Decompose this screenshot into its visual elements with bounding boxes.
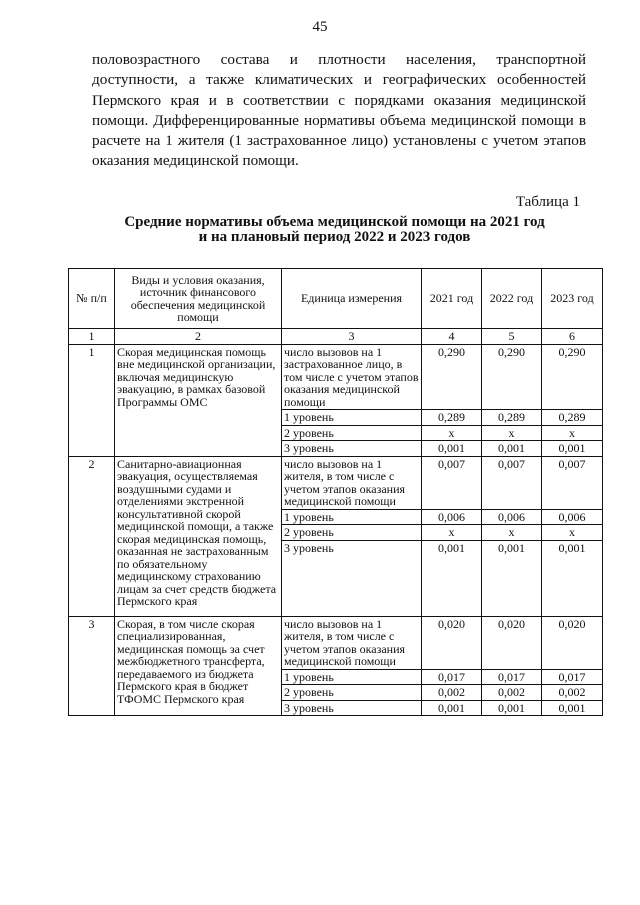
care-type-cell: Скорая медицинская помощь вне медицинской организации, включая медицинскую эвакуацию, в рамках базовой Программы ОМС: [115, 344, 282, 456]
header-row: [69, 269, 603, 329]
column-number-cell: 5: [482, 329, 542, 345]
unit-cell: 3 уровень: [282, 700, 422, 716]
value-2021-cell: 0,002: [422, 685, 482, 701]
value-2023-cell: 0,290: [542, 344, 603, 410]
value-2022-cell: 0,020: [482, 616, 542, 669]
unit-cell: число вызовов на 1 жителя, в том числе с учетом этапов оказания медицинской помощи: [282, 456, 422, 509]
table-label: Таблица 1: [515, 194, 580, 210]
header-cell: 2022 год: [482, 269, 542, 329]
table-row: [69, 344, 603, 410]
table-title-line-1: Средние нормативы объема медицинской помощи на 2021 год: [124, 214, 545, 230]
value-2021-cell: 0,290: [422, 344, 482, 410]
unit-cell: 3 уровень: [282, 441, 422, 457]
value-2022-cell: 0,001: [482, 540, 542, 616]
header-cell: 2023 год: [542, 269, 603, 329]
intro-paragraph: половозрастного состава и плотности населения, транспортной доступности, а также климатических и географических особенностей Пермского края и в соответствии с порядками оказания медицинской помощи. Дифференцированные нормативы объема медицинской помощи в расчете на 1 жителя (1 застрахованное лицо) установлены с учетом этапов оказания медицинской помощи.: [92, 51, 586, 170]
column-number-cell: 6: [542, 329, 603, 345]
value-2022-cell: 0,289: [482, 410, 542, 426]
row-number-cell: 1: [69, 344, 115, 456]
header-cell: Виды и условия оказания, источник финансового обеспечения медицинской помощи: [115, 269, 282, 329]
header-cell: Единица измерения: [282, 269, 422, 329]
page-number: 45: [312, 19, 328, 35]
value-2022-cell: 0,002: [482, 685, 542, 701]
value-2022-cell: 0,006: [482, 509, 542, 525]
unit-cell: 1 уровень: [282, 509, 422, 525]
column-number-cell: 1: [69, 329, 115, 345]
table-row: [69, 456, 603, 509]
value-2022-cell: 0,017: [482, 669, 542, 685]
value-2021-cell: 0,001: [422, 540, 482, 616]
value-2023-cell: 0,017: [542, 669, 603, 685]
value-2023-cell: х: [542, 525, 603, 541]
column-number-cell: 2: [115, 329, 282, 345]
value-2021-cell: 0,017: [422, 669, 482, 685]
header-cell: № п/п: [69, 269, 115, 329]
value-2023-cell: 0,289: [542, 410, 603, 426]
value-2021-cell: 0,020: [422, 616, 482, 669]
unit-cell: 3 уровень: [282, 540, 422, 616]
value-2022-cell: 0,007: [482, 456, 542, 509]
care-type-cell: Скорая, в том числе скорая специализированная, медицинская помощь за счет межбюджетного трансферта, передаваемого из бюджета Пермского края в бюджет ТФОМС Пермского края: [115, 616, 282, 716]
row-number-cell: 2: [69, 456, 115, 616]
column-number-cell: 4: [422, 329, 482, 345]
table-title: [60, 215, 609, 245]
unit-cell: 2 уровень: [282, 525, 422, 541]
care-type-cell: Санитарно-авиационная эвакуация, осуществляемая воздушными судами и отделениями экстренной консультативной скорой медицинской помощи, а также скорая медицинская помощь, оказанная не застрахованным по обязательному медицинскому страхованию лицам за счет средств бюджета Пермского края: [115, 456, 282, 616]
value-2022-cell: 0,001: [482, 441, 542, 457]
value-2021-cell: 0,289: [422, 410, 482, 426]
value-2021-cell: х: [422, 425, 482, 441]
value-2022-cell: 0,290: [482, 344, 542, 410]
unit-cell: 1 уровень: [282, 669, 422, 685]
value-2023-cell: 0,001: [542, 700, 603, 716]
value-2022-cell: 0,001: [482, 700, 542, 716]
value-2023-cell: 0,001: [542, 441, 603, 457]
value-2021-cell: 0,007: [422, 456, 482, 509]
value-2023-cell: 0,001: [542, 540, 603, 616]
value-2021-cell: 0,001: [422, 441, 482, 457]
unit-cell: 1 уровень: [282, 410, 422, 426]
value-2022-cell: х: [482, 525, 542, 541]
value-2021-cell: 0,001: [422, 700, 482, 716]
norms-table: [68, 268, 603, 716]
value-2023-cell: 0,002: [542, 685, 603, 701]
value-2023-cell: 0,020: [542, 616, 603, 669]
value-2021-cell: х: [422, 525, 482, 541]
value-2023-cell: х: [542, 425, 603, 441]
column-number-row: [69, 329, 603, 345]
table-row: [69, 616, 603, 669]
row-number-cell: 3: [69, 616, 115, 716]
value-2023-cell: 0,006: [542, 509, 603, 525]
unit-cell: 2 уровень: [282, 685, 422, 701]
table-title-line-2: и на плановый период 2022 и 2023 годов: [198, 229, 471, 245]
value-2021-cell: 0,006: [422, 509, 482, 525]
header-cell: 2021 год: [422, 269, 482, 329]
value-2022-cell: х: [482, 425, 542, 441]
value-2023-cell: 0,007: [542, 456, 603, 509]
column-number-cell: 3: [282, 329, 422, 345]
unit-cell: 2 уровень: [282, 425, 422, 441]
unit-cell: число вызовов на 1 жителя, в том числе с учетом этапов оказания медицинской помощи: [282, 616, 422, 669]
unit-cell: число вызовов на 1 застрахованное лицо, в том числе с учетом этапов оказания медицинской помощи: [282, 344, 422, 410]
